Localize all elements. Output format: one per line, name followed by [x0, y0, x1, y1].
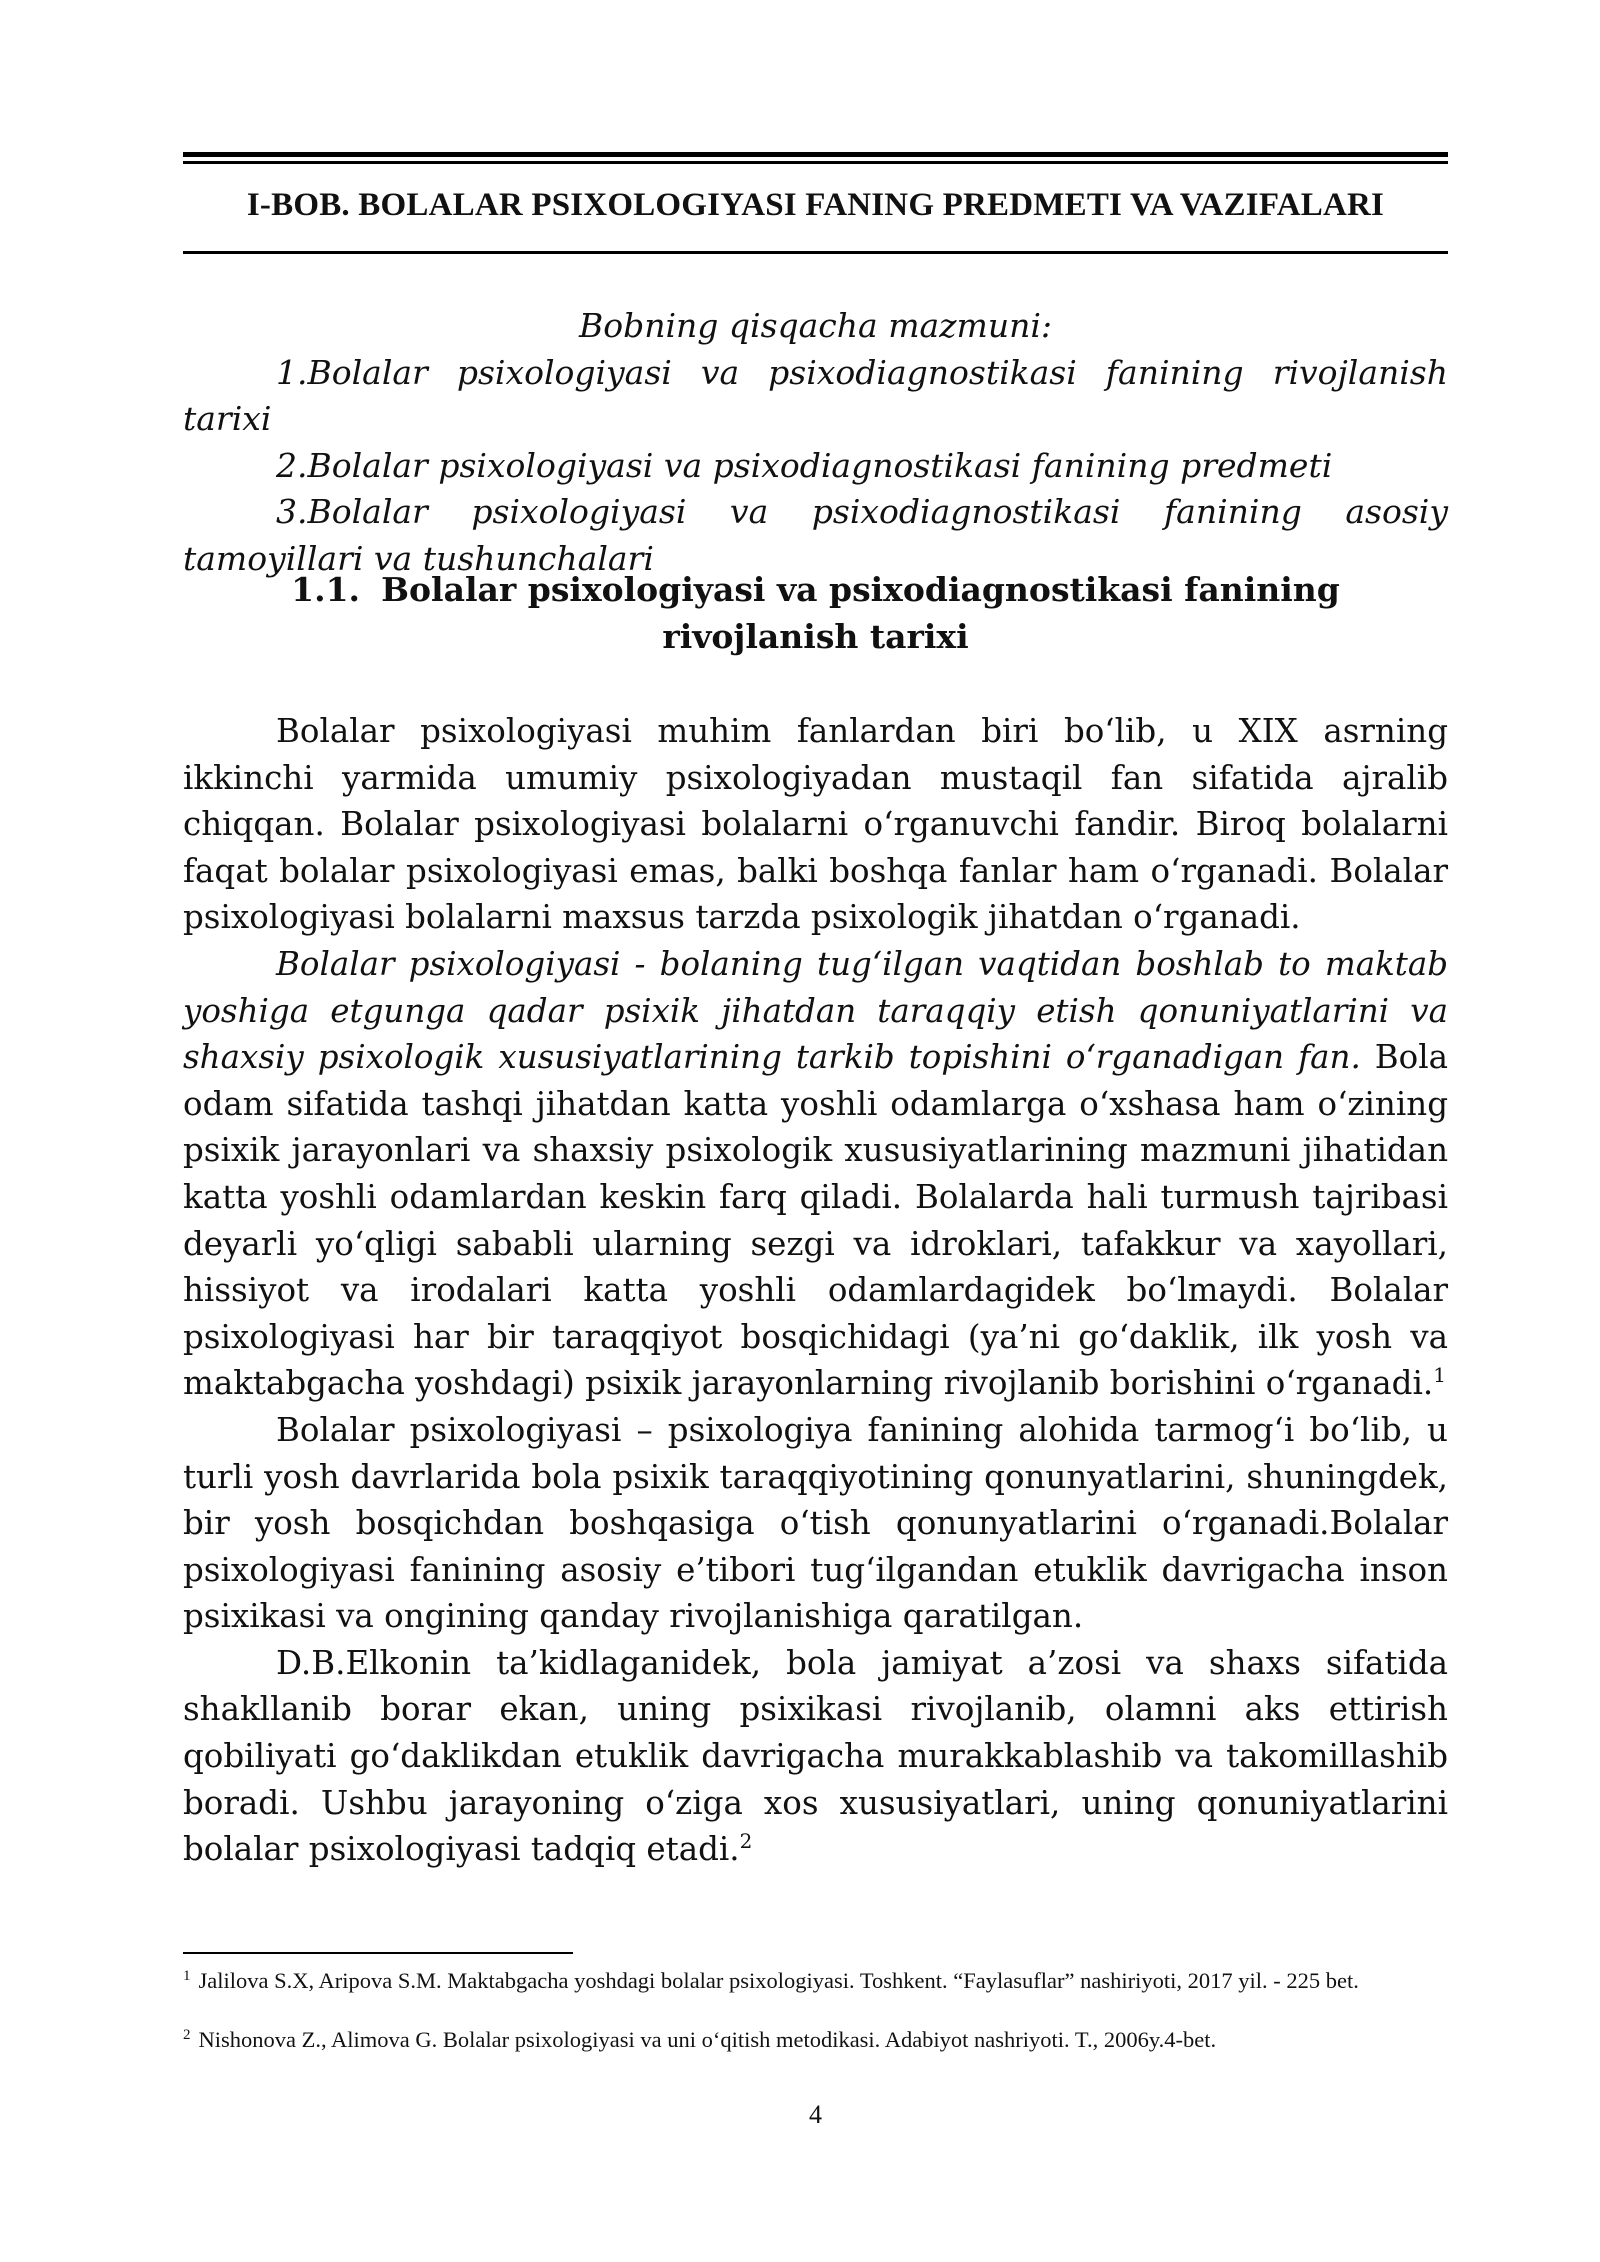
paragraph — [183, 941, 1448, 1407]
footnote-mark: 2 — [183, 2026, 191, 2043]
footnote-text: Jalilova S.X, Aripova S.M. Maktabgacha yoshdagi bolalar psixologiyasi. Toshkent. “Faylasuflar” nashiriyoti, 2017 yil. - 225 bet. — [198, 1968, 1359, 1993]
footnotes — [183, 1965, 1448, 2055]
section-title-line2: rivojlanish tarixi — [662, 616, 969, 656]
chapter-summary — [183, 303, 1448, 582]
body-text — [183, 708, 1448, 1873]
summary-item: 3.Bolalar psixologiyasi va psixodiagnostikasi fanining asosiy — [276, 492, 1448, 531]
document-page — [183, 0, 1448, 2262]
summary-item: 2.Bolalar psixologiyasi va psixodiagnostikasi fanining predmeti — [276, 445, 1333, 485]
footnote-text: Nishonova Z., Alimova G. Bolalar psixologiyasi va uni o‘qitish metodikasi. Adabiyot nashriyoti. T., 2006y.4-bet. — [198, 2027, 1217, 2052]
footnote — [183, 1965, 1448, 1996]
section-title-line1: Bolalar psixologiyasi va psixodiagnostikasi fanining — [381, 570, 1340, 609]
header-rule-thin — [183, 161, 1448, 164]
section-number: 1.1. — [291, 570, 361, 609]
paragraph — [183, 1640, 1448, 1873]
header-rule-thick — [183, 152, 1448, 157]
chapter-title: I-BOB. BOLALAR PSIXOLOGIYASI FANING PREDMETI VA VAZIFALARI — [246, 187, 1385, 223]
summary-item: 1.Bolalar psixologiyasi va psixodiagnostikasi fanining rivojlanish tarixi — [183, 352, 1448, 438]
section-title — [183, 567, 1448, 660]
definition-text: Bolalar psixologiyasi - bolaning tug‘ilgan vaqtidan boshlab to maktab yoshiga etgunga qadar psixik jihatdan taraqqiy etish qonuniyatlarini va shaxsiy psixologik xususiyatlarining tarkib topishini o‘rganadigan fan. — [183, 944, 1448, 1077]
title-underline-rule — [183, 251, 1448, 254]
paragraph-text: D.B.Elkonin ta’kidlaganidek, bola jamiyat a’zosi va shaxs sifatida shakllanib borar ekan, uning psixikasi rivojlanib, olamni aks ettirish qobiliyati go‘daklikdan etuklik davrigacha murakkablashib va takomillashib boradi. Ushbu jarayoning o‘ziga xos xususiyatlari, uning qonuniyatlarini bolalar psixologiyasi tadqiq etadi. — [183, 1643, 1448, 1869]
page-number: 4 — [809, 2100, 822, 2129]
footnote — [183, 2024, 1448, 2055]
footnote-reference[interactable]: 1 — [1433, 1363, 1446, 1388]
paragraph: Bolalar psixologiyasi – psixologiya fanining alohida tarmog‘i bo‘lib, u turli yosh davrlarida bola psixik taraqqiyotining qonunyatlarini, shuningdek, bir yosh bosqichdan boshqasiga o‘tish qonunyatlarini o‘rganadi.Bolalar psixologiyasi fanining asosiy e’tibori tug‘ilgandan etuklik davrigacha inson psixikasi va ongining qanday rivojlanishiga qaratilgan. — [183, 1410, 1448, 1636]
summary-item-continuation: tamoyillari va tushunchalari — [183, 538, 654, 578]
summary-heading: Bobning qisqacha mazmuni: — [578, 306, 1053, 345]
footnote-mark: 1 — [183, 1967, 191, 1984]
footnote-reference[interactable]: 2 — [739, 1829, 753, 1854]
footnote-separator — [183, 1952, 573, 1954]
paragraph-text: Bola odam sifatida tashqi jihatdan katta yoshli odamlarga o‘xshasa ham o‘zining psixik jarayonlari va shaxsiy psixologik xususiyatlarining mazmuni jihatidan katta yoshli odamlardan keskin farq qiladi. Bolalarda hali turmush tajribasi deyarli yo‘qligi sababli ularning sezgi va idroklari, tafakkur va xayollari, hissiyot va irodalari katta yoshli odamlardagidek bo‘lmaydi. Bolalar psixologiyasi har bir taraqqiyot bosqichidagi (ya’ni go‘daklik, ilk yosh va maktabgacha yoshdagi) psixik jarayonlarning rivojlanib borishini o‘rganadi. — [183, 1038, 1448, 1403]
paragraph: Bolalar psixologiyasi muhim fanlardan biri bo‘lib, u XIX asrning ikkinchi yarmida umumiy psixologiyadan mustaqil fan sifatida ajralib chiqqan. Bolalar psixologiyasi bolalarni o‘rganuvchi fandir. Biroq bolalarni faqat bolalar psixologiyasi emas, balki boshqa fanlar ham o‘rganadi. Bolalar psixologiyasi bolalarni maxsus tarzda psixologik jihatdan o‘rganadi. — [183, 712, 1448, 937]
